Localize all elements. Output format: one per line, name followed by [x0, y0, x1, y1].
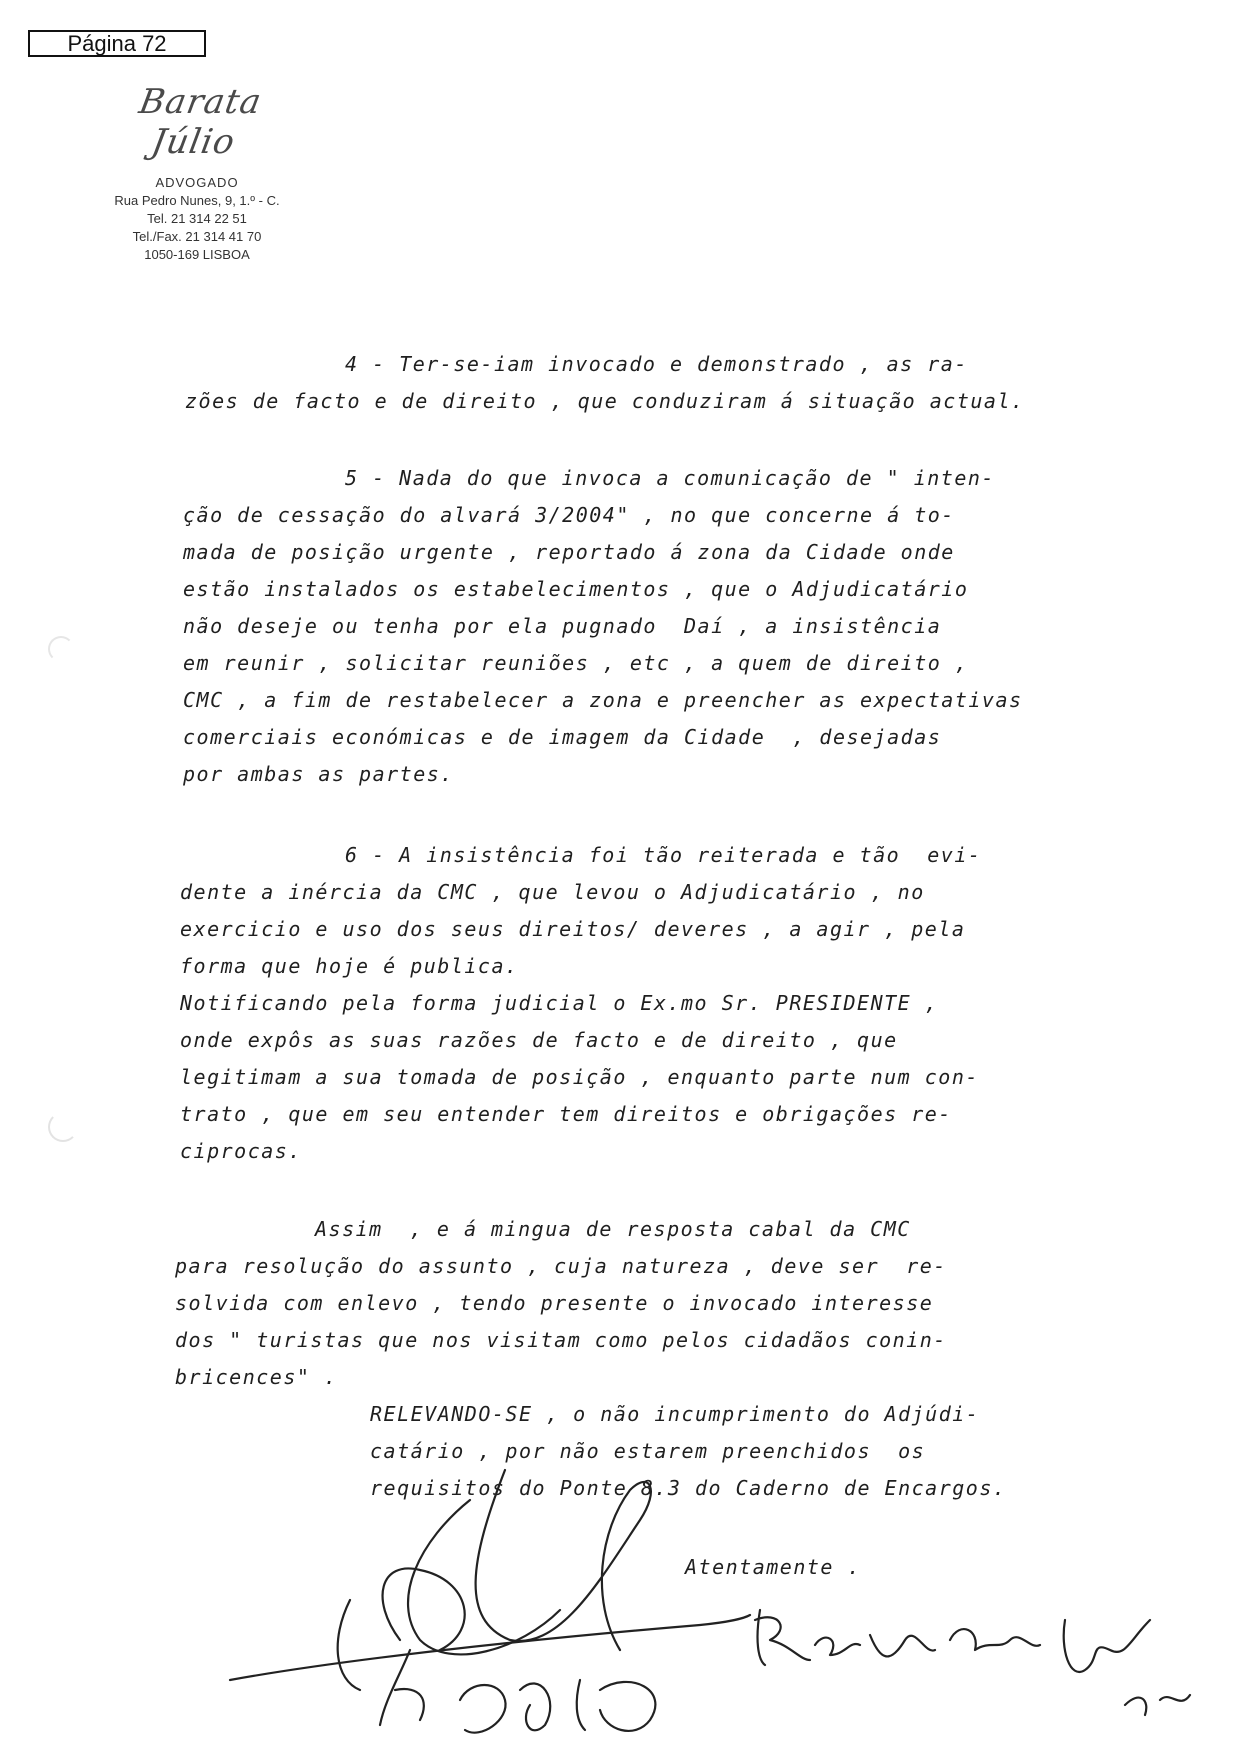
paragraph-7-line: para resolução do assunto , cuja natureza , deve ser re-: [175, 1254, 947, 1278]
paragraph-8-line: catário , por não estarem preenchidos os: [370, 1439, 926, 1463]
paragraph-5-line: mada de posição urgente , reportado á zona da Cidade onde: [183, 540, 955, 564]
paragraph-4-line: zões de facto e de direito , que conduziram á situação actual.: [185, 389, 1025, 413]
scan-mark: [48, 1112, 78, 1142]
paragraph-6-line: Notificando pela forma judicial o Ex.mo Sr. PRESIDENTE ,: [180, 991, 939, 1015]
firm-logo: Barata Júlio: [136, 82, 265, 162]
paragraph-6-line: exercicio e uso dos seus direitos/ deveres , a agir , pela: [180, 917, 966, 941]
paragraph-4-line: 4 - Ter-se-iam invocado e demonstrado , as ra-: [345, 352, 968, 376]
paragraph-6-line: dente a inércia da CMC , que levou o Adjudicatário , no: [180, 880, 925, 904]
scan-mark: [48, 636, 74, 662]
paragraph-7-line: solvida com enlevo , tendo presente o invocado interesse: [175, 1291, 934, 1315]
paragraph-6-line: legitimam a sua tomada de posição , enquanto parte num con-: [180, 1065, 979, 1089]
paragraph-8-line: RELEVANDO-SE , o não incumprimento do Adjúdi-: [370, 1402, 980, 1426]
closing-text: Atentamente .: [685, 1555, 862, 1579]
paragraph-7-line: dos " turistas que nos visitam como pelos cidadãos conin-: [175, 1328, 947, 1352]
paragraph-7-line: Assim , e á mingua de resposta cabal da CMC: [315, 1217, 911, 1241]
page-number-label: Página 72: [28, 30, 206, 57]
paragraph-5-line: CMC , a fim de restabelecer a zona e preencher as expectativas: [183, 688, 1023, 712]
paragraph-5-line: não deseje ou tenha por ela pugnado Daí , a insistência: [183, 614, 942, 638]
paragraph-6-line: ciprocas.: [180, 1139, 302, 1163]
letterhead-title: ADVOGADO: [155, 175, 239, 190]
letterhead-address: Rua Pedro Nunes, 9, 1.º - C.: [114, 193, 280, 208]
letterhead-tel: Tel. 21 314 22 51: [147, 211, 247, 226]
paragraph-8-line: requisitos do Ponte 8.3 do Caderno de Encargos.: [370, 1476, 1007, 1500]
paragraph-6-line: 6 - A insistência foi tão reiterada e tão evi-: [345, 843, 982, 867]
paragraph-5-line: estão instalados os estabelecimentos , que o Adjudicatário: [183, 577, 969, 601]
letterhead: [92, 82, 302, 264]
paragraph-6-line: trato , que em seu entender tem direitos e obrigações re-: [180, 1102, 952, 1126]
paragraph-5-line: por ambas as partes.: [183, 762, 454, 786]
paragraph-6-line: onde expôs as suas razões de facto e de direito , que: [180, 1028, 898, 1052]
paragraph-5-line: ção de cessação do alvará 3/2004" , no que concerne á to-: [183, 503, 955, 527]
paragraph-5-line: 5 - Nada do que invoca a comunicação de " inten-: [345, 466, 995, 490]
paragraph-5-line: comerciais económicas e de imagem da Cidade , desejadas: [183, 725, 942, 749]
letterhead-city: 1050-169 LISBOA: [144, 247, 250, 262]
paragraph-7-line: bricences" .: [175, 1365, 338, 1389]
paragraph-6-line: forma que hoje é publica.: [180, 954, 519, 978]
paragraph-5-line: em reunir , solicitar reuniões , etc , a quem de direito ,: [183, 651, 969, 675]
letterhead-fax: Tel./Fax. 21 314 41 70: [132, 229, 262, 244]
